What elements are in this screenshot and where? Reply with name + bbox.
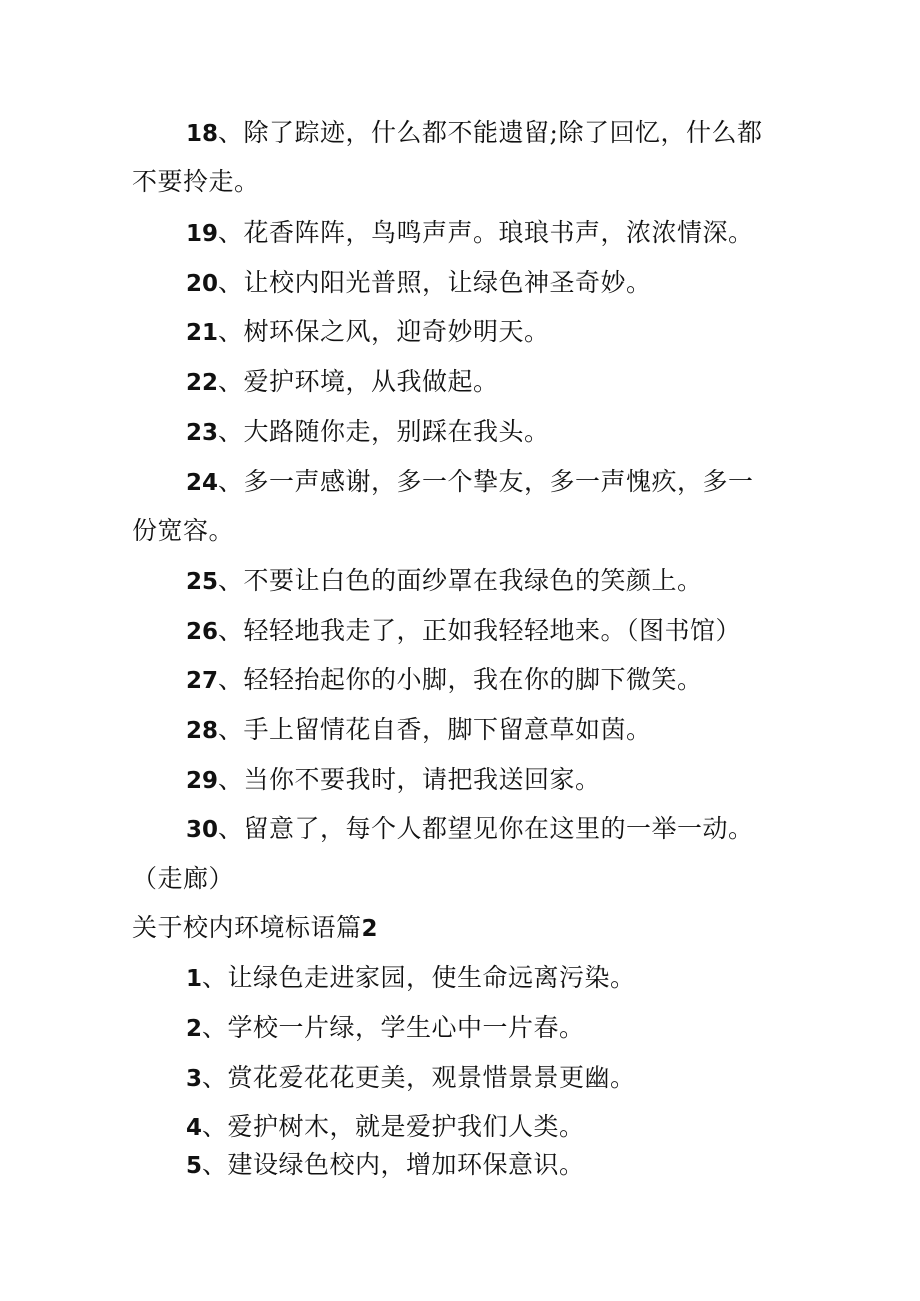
heading-text: 关于校内环境标语篇	[132, 913, 362, 942]
item-text: 、学校一片绿，学生心中一片春。	[202, 1013, 585, 1042]
item-number: 22	[186, 370, 219, 396]
slogan-item-29	[186, 763, 846, 798]
slogan-item-18-continuation	[132, 165, 792, 199]
item-number: 4	[186, 1115, 203, 1141]
slogan-item-1	[186, 961, 846, 996]
slogan-item-4	[186, 1110, 846, 1145]
item-text: 、树环保之风，迎奇妙明天。	[218, 317, 550, 346]
item-text: 、让绿色走进家园，使生命远离污染。	[202, 963, 636, 992]
slogan-item-27	[186, 663, 846, 698]
item-number: 19	[186, 221, 219, 247]
slogan-item-24	[186, 465, 846, 500]
slogan-item-2	[186, 1011, 846, 1046]
item-text-continuation: （走廊）	[132, 864, 235, 893]
slogan-item-19	[186, 216, 846, 251]
item-text: 、多一声感谢，多一个挚友，多一声愧疚，多一	[218, 467, 754, 496]
item-text: 、爱护环境，从我做起。	[218, 367, 499, 396]
item-number: 20	[186, 271, 219, 297]
slogan-item-5	[186, 1148, 846, 1183]
item-number: 28	[186, 718, 219, 744]
slogan-item-30-continuation	[132, 862, 792, 896]
item-text: 、爱护树木，就是爱护我们人类。	[202, 1112, 585, 1141]
item-text: 、轻轻抬起你的小脚，我在你的脚下微笑。	[218, 665, 703, 694]
item-text: 、除了踪迹，什么都不能遗留;除了回忆，什么都	[218, 118, 763, 147]
item-text: 、手上留情花自香，脚下留意草如茵。	[218, 715, 652, 744]
item-text: 、不要让白色的面纱罩在我绿色的笑颜上。	[218, 566, 703, 595]
heading-number: 2	[361, 916, 378, 942]
slogan-item-28	[186, 713, 846, 748]
slogan-item-24-continuation	[132, 514, 792, 548]
item-number: 18	[186, 121, 219, 147]
item-text-continuation: 份宽容。	[132, 516, 235, 545]
slogan-item-23	[186, 415, 846, 450]
item-number: 29	[186, 768, 219, 794]
item-text: 、赏花爱花花更美，观景惜景景更幽。	[202, 1063, 636, 1092]
item-number: 27	[186, 668, 219, 694]
item-text: 、留意了，每个人都望见你在这里的一举一动。	[218, 814, 754, 843]
slogan-item-25	[186, 564, 846, 599]
item-number: 1	[186, 966, 203, 992]
slogan-item-18	[186, 116, 846, 151]
item-number: 5	[186, 1153, 203, 1179]
slogan-item-3	[186, 1061, 846, 1096]
item-number: 26	[186, 619, 219, 645]
item-text: 、花香阵阵，鸟鸣声声。琅琅书声，浓浓情深。	[218, 218, 754, 247]
item-number: 2	[186, 1016, 203, 1042]
item-text: 、当你不要我时，请把我送回家。	[218, 765, 601, 794]
item-number: 24	[186, 470, 219, 496]
slogan-item-26	[186, 614, 846, 649]
item-text: 、大路随你走，别踩在我头。	[218, 417, 550, 446]
item-number: 30	[186, 817, 219, 843]
item-number: 21	[186, 320, 219, 346]
item-number: 23	[186, 420, 219, 446]
item-number: 3	[186, 1066, 203, 1092]
item-text: 、让校内阳光普照，让绿色神圣奇妙。	[218, 268, 652, 297]
item-text: 、轻轻地我走了，正如我轻轻地来。（图书馆）	[218, 616, 742, 645]
slogan-item-20	[186, 266, 846, 301]
section-heading	[132, 911, 792, 946]
slogan-item-21	[186, 315, 846, 350]
item-text-continuation: 不要拎走。	[132, 167, 260, 196]
slogan-item-30	[186, 812, 846, 847]
item-text: 、建设绿色校内，增加环保意识。	[202, 1150, 585, 1179]
item-number: 25	[186, 569, 219, 595]
slogan-item-22	[186, 365, 846, 400]
